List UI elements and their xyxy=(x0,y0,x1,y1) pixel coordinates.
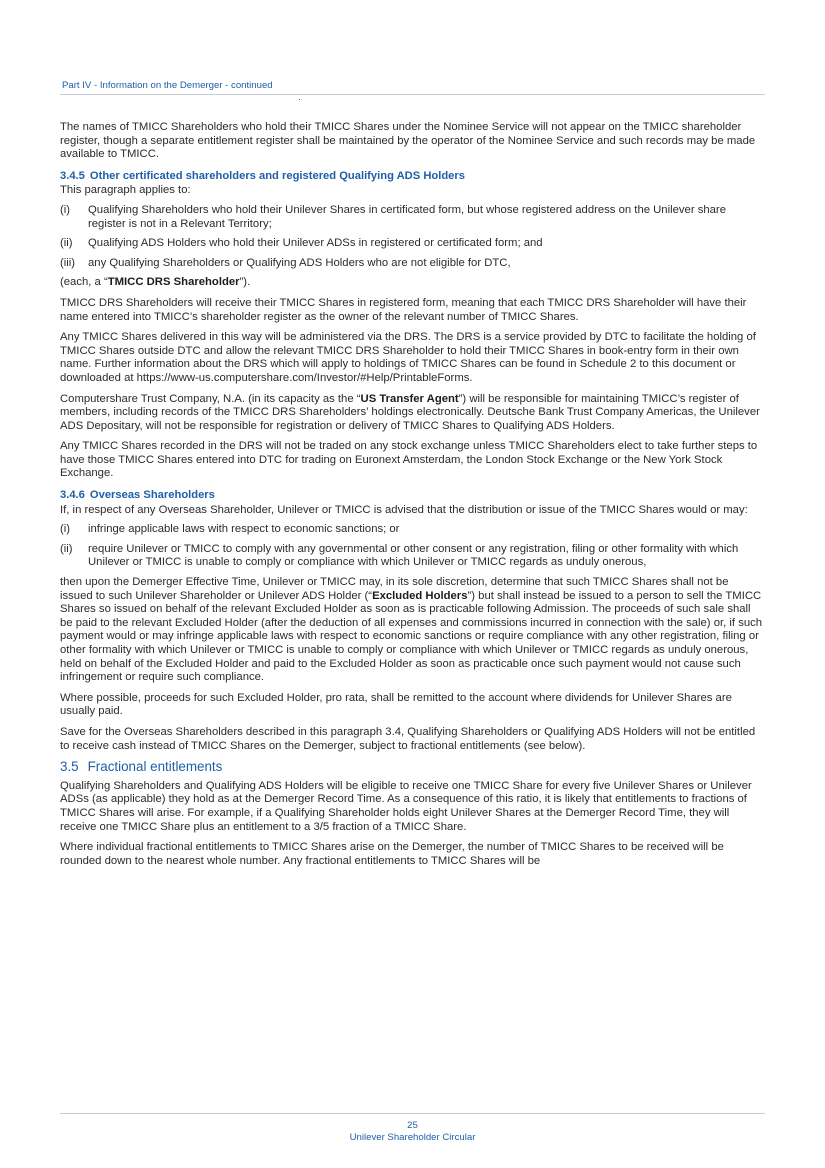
paragraph: Computershare Trust Company, N.A. (in its capacity as the “US Transfer Agent”) will be responsible for maintaining TMICC’s register of members, including records of the TMICC DRS Shareholders’ holdings electronically. Deutsche Bank Trust Company Americas, the Unilever ADS Depositary, will not be responsible for registration or delivery of TMICC Shares to Qualifying ADS Holders. xyxy=(60,392,760,432)
list-item xyxy=(60,543,764,570)
paragraph: Any TMICC Shares recorded in the DRS will not be traded on any stock exchange unless TMICC Shareholders elect to take further steps to have those TMICC Shares entered into DTC for trading on Euronext Amsterdam, the London Stock Exchange or the New York Stock Exchange. xyxy=(60,440,758,480)
nominee-paragraph: The names of TMICC Shareholders who hold their TMICC Shares under the Nominee Service will not appear on the TMICC shareholder register, though a separate entitlement register shall be maintained by the operator of the Nominee Service and such records may be made available to TMICC. xyxy=(60,121,756,161)
section-3-4-6-heading xyxy=(60,489,764,503)
list-item xyxy=(60,204,764,231)
stray-mark xyxy=(299,99,300,100)
section-title: Fractional entitlements xyxy=(87,759,223,775)
section-number: 3.4.5 xyxy=(60,169,85,182)
section-title: Other certificated shareholders and registered Qualifying ADS Holders xyxy=(89,169,465,182)
defined-term: TMICC DRS Shareholder xyxy=(107,276,240,289)
paragraph: Where possible, proceeds for such Excluded Holder, pro rata, shall be remitted to the account where dividends for Unilever Shares are usually paid. xyxy=(60,691,732,718)
list-text: require Unilever or TMICC to comply with any governmental or other consent or any registration, filing or other formality with which Unilever or TMICC is unable to comply or compliance with which Unilever or TMICC regards as unduly onerous, xyxy=(88,542,739,569)
list-label: (ii) xyxy=(60,542,73,555)
page-body xyxy=(60,121,764,875)
list-label: (ii) xyxy=(60,237,73,250)
list-text: infringe applicable laws with respect to economic sanctions; or xyxy=(88,523,400,536)
list-item xyxy=(60,257,764,271)
defined-term: US Transfer Agent xyxy=(360,392,459,405)
running-header: Part IV - Information on the Demerger - continued xyxy=(62,80,273,91)
paragraph: then upon the Demerger Effective Time, Unilever or TMICC may, in its sole discretion, determine that such TMICC Shares shall not be issued to such Unilever Shareholder or Unilever ADS Holder (“Excluded Holders”) but shall instead be issued to a person to sell the TMICC Shares so issued on behalf of the relevant Excluded Holder as soon as is practicable following Admission. The proceeds of such sale shall be paid to the relevant Excluded Holder (after the deduction of all expenses and commissions incurred in connection with the sale) or, if such payment would or may infringe applicable laws with respect to economic sanctions or require compliance with any other registration, filing or other formality with which Unilever or TMICC is unable to comply or compliance with which Unilever or TMICC regards as unduly onerous, held on behalf of the Excluded Holder and paid to the Excluded Holder as soon as practicable once such payment would not cause such infringement or require such compliance. xyxy=(60,576,763,684)
section-3-4-5-heading xyxy=(60,170,764,184)
list-text: Qualifying Shareholders who hold their Unilever Shares in certificated form, but whose registered address on the Unilever share register is not in a Relevant Territory; xyxy=(88,203,726,230)
list-label: (i) xyxy=(60,523,71,536)
list-item xyxy=(60,523,764,537)
footer-divider xyxy=(60,1113,765,1114)
defined-term: Excluded Holders xyxy=(372,589,468,602)
list-label: (iii) xyxy=(60,256,76,269)
document-title: Unilever Shareholder Circular xyxy=(349,1132,476,1143)
page-number: 25 xyxy=(407,1120,418,1131)
list-item xyxy=(60,237,764,251)
section-intro: This paragraph applies to: xyxy=(60,184,191,197)
section-number: 3.5 xyxy=(60,759,79,775)
list-text: any Qualifying Shareholders or Qualifying ADS Holders who are not eligible for DTC, xyxy=(88,256,511,269)
section-3-5-heading xyxy=(60,760,764,774)
section-number: 3.4.6 xyxy=(60,489,85,502)
paragraph: Where individual fractional entitlements to TMICC Shares arise on the Demerger, the number of TMICC Shares to be received will be rounded down to the nearest whole number. Any fractional entitlements to TMICC Shares will be xyxy=(60,841,724,867)
list-text: Qualifying ADS Holders who hold their Unilever ADSs in registered or certificated form; and xyxy=(88,237,543,250)
definition-paragraph: (each, a “TMICC DRS Shareholder”). xyxy=(60,276,251,289)
paragraph: Qualifying Shareholders and Qualifying ADS Holders will be eligible to receive one TMICC Share for every five Unilever Shares or Unilever ADSs (as applicable) they hold as at the Demerger Record Time. As a consequence of this ratio, it is likely that entitlements to fractions of TMICC Shares will arise. For example, if a Qualifying Shareholder holds eight Unilever Shares at the Demerger Record Time, they will receive one TMICC Share plus an entitlement to a 3/5 fraction of a TMICC Share. xyxy=(60,779,752,833)
section-intro: If, in respect of any Overseas Shareholder, Unilever or TMICC is advised that the distribution or issue of the TMICC Shares would or may: xyxy=(60,503,748,516)
paragraph: Save for the Overseas Shareholders described in this paragraph 3.4, Qualifying Shareholders or Qualifying ADS Holders will not be entitled to receive cash instead of TMICC Shares on the Demerger, subject to fractional entitlements (see below). xyxy=(60,725,756,752)
section-title: Overseas Shareholders xyxy=(89,489,215,502)
list-label: (i) xyxy=(60,203,71,216)
paragraph: Any TMICC Shares delivered in this way will be administered via the DRS. The DRS is a service provided by DTC to facilitate the holding of TMICC Shares outside DTC and allow the relevant TMICC DRS Shareholder to hold their TMICC Shares in book-entry form in their own name. Further information about the DRS which will apply to holdings of TMICC Shares can be found in Schedule 2 to this document or downloaded at https://www-us.computershare.com/Investor/#Help/PrintableForms. xyxy=(60,331,756,384)
page-footer xyxy=(0,1120,825,1144)
paragraph: TMICC DRS Shareholders will receive their TMICC Shares in registered form, meaning that each TMICC DRS Shareholder will have their name entered into TMICC’s shareholder register as the owner of the relevant number of TMICC Shares. xyxy=(60,296,747,323)
header-divider xyxy=(60,94,765,95)
